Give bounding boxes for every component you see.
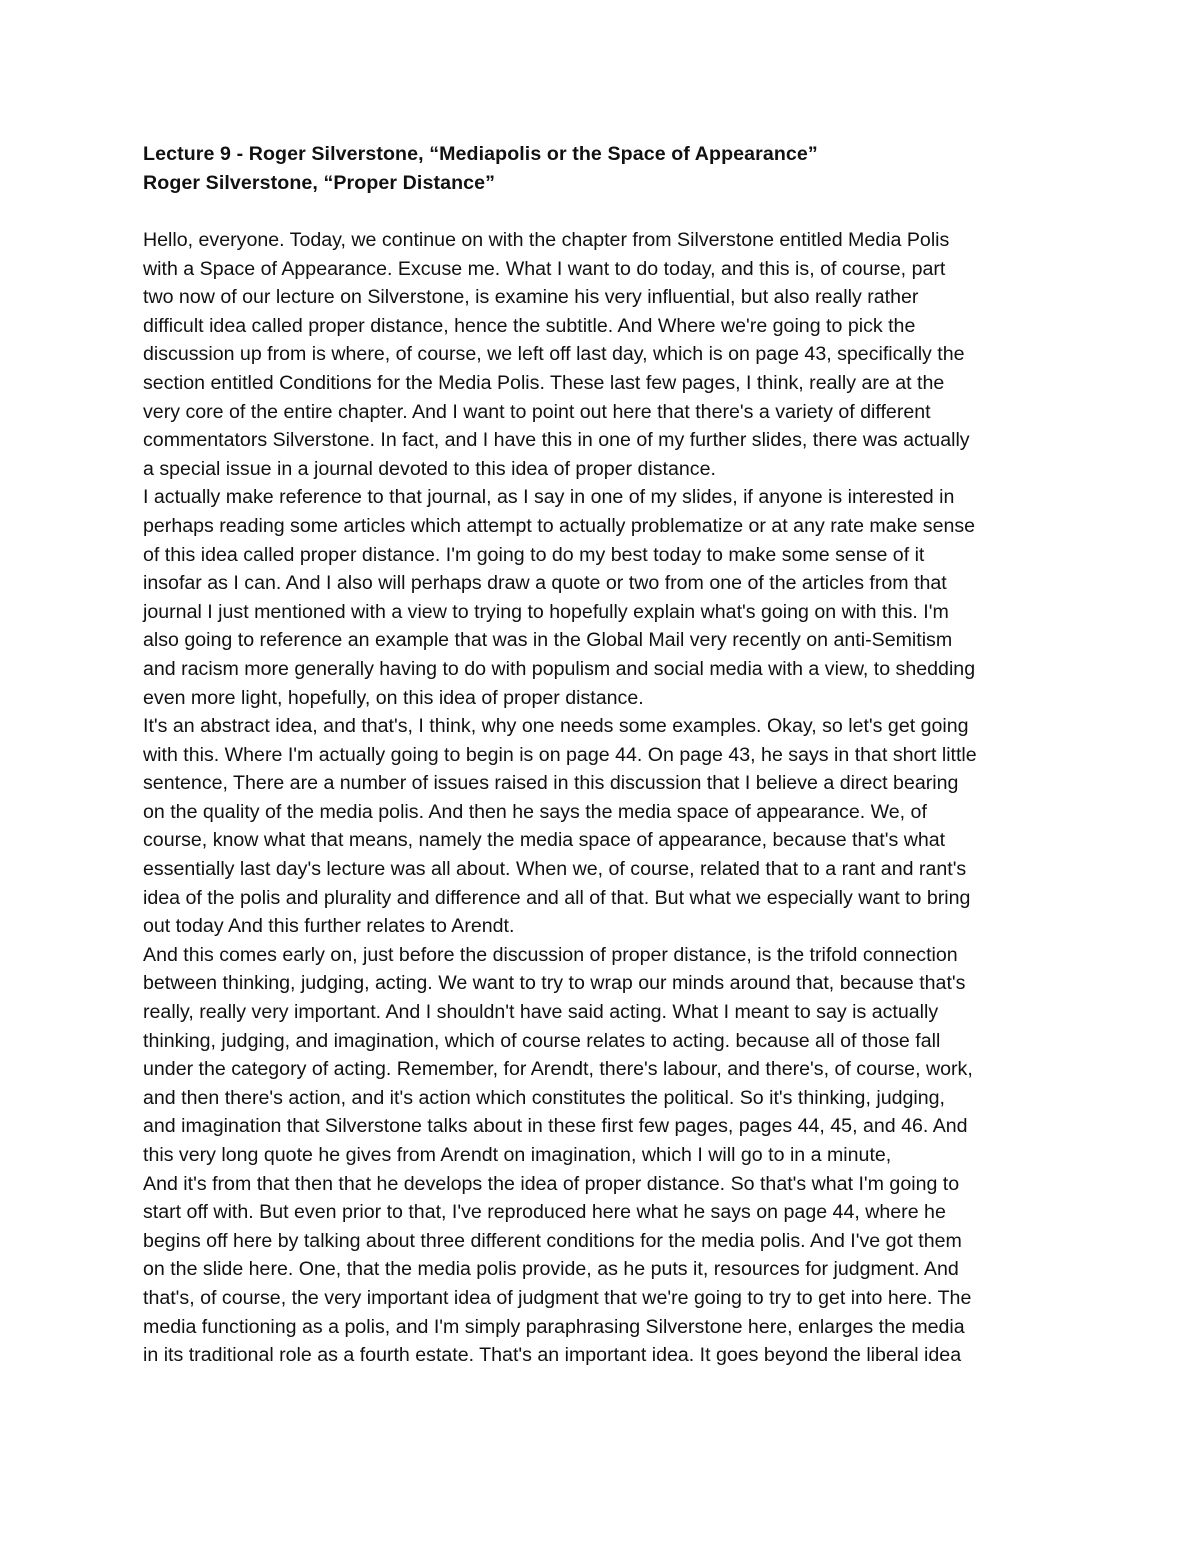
text-line: and racism more generally having to do with populism and social media with a view, to shedding [143,657,976,680]
text-line: on the slide here. One, that the media polis provide, as he puts it, resources for judgment. And [143,1258,959,1281]
text-line: section entitled Conditions for the Media Polis. These last few pages, I think, really are at the [143,371,945,394]
text-line: and imagination that Silverstone talks about in these first few pages, pages 44, 45, and 46. And [143,1115,968,1138]
text-line: out today And this further relates to Arendt. [143,915,515,938]
text-line: I actually make reference to that journal, as I say in one of my slides, if anyone is interested in [143,486,955,509]
text-line: under the category of acting. Remember, for Arendt, there's labour, and there's, of course, work, [143,1058,973,1081]
text-line: difficult idea called proper distance, hence the subtitle. And Where we're going to pick the [143,314,916,337]
text-line: between thinking, judging, acting. We want to try to wrap our minds around that, because that's [143,972,966,995]
text-line: Hello, everyone. Today, we continue on with the chapter from Silverstone entitled Media Polis [143,229,950,251]
text-line: And this comes early on, just before the discussion of proper distance, is the trifold connection [143,943,958,966]
text-line: with a Space of Appearance. Excuse me. What I want to do today, and this is, of course, part [143,257,946,280]
text-line: sentence, There are a number of issues raised in this discussion that I believe a direct bearing [143,772,959,795]
text-line: a special issue in a journal devoted to this idea of proper distance. [143,457,716,480]
text-line: commentators Silverstone. In fact, and I have this in one of my further slides, there was actually [143,429,970,452]
text-line: perhaps reading some articles which attempt to actually problematize or at any rate make sense [143,514,976,537]
text-line: on the quality of the media polis. And then he says the media space of appearance. We, of [143,800,927,823]
text-line: that's, of course, the very important idea of judgment that we're going to try to get into here. The [143,1286,972,1309]
text-line: with this. Where I'm actually going to begin is on page 44. On page 43, he says in that short little [143,743,977,766]
document-page [143,140,1063,1370]
text-line: It's an abstract idea, and that's, I think, why one needs some examples. Okay, so let's get going [143,715,969,738]
text-line: start off with. But even prior to that, I've reproduced here what he says on page 44, where he [143,1201,946,1224]
text-line: journal I just mentioned with a view to trying to hopefully explain what's going on with this. I'm [143,600,949,623]
text-line: begins off here by talking about three different conditions for the media polis. And I've got them [143,1229,962,1252]
text-line: two now of our lecture on Silverstone, is examine his very influential, but also really rather [143,286,919,309]
text-line: And it's from that then that he develops the idea of proper distance. So that's what I'm going to [143,1172,960,1195]
text-line: very core of the entire chapter. And I want to point out here that there's a variety of different [143,400,931,423]
text-line: in its traditional role as a fourth estate. That's an important idea. It goes beyond the liberal idea [143,1344,962,1367]
text-line: discussion up from is where, of course, we left off last day, which is on page 43, specifically the [143,343,965,366]
text-line: thinking, judging, and imagination, which of course relates to acting. because all of those fall [143,1029,941,1052]
text-line: and then there's action, and it's action which constitutes the political. So it's thinking, judging, [143,1086,945,1109]
text-line: also going to reference an example that was in the Global Mail very recently on anti-Semitism [143,629,953,652]
text-line: essentially last day's lecture was all about. When we, of course, related that to a rant and rant's [143,858,967,881]
text-line: course, know what that means, namely the media space of appearance, because that's what [143,829,946,852]
lecture-transcript [143,226,1063,1370]
text-line: of this idea called proper distance. I'm going to do my best today to make some sense of it [143,543,925,566]
text-line: even more light, hopefully, on this idea of proper distance. [143,686,644,709]
text-line: this very long quote he gives from Arendt on imagination, which I will go to in a minute, [143,1144,892,1166]
text-line: media functioning as a polis, and I'm simply paraphrasing Silverstone here, enlarges the media [143,1315,965,1338]
document-title: Lecture 9 - Roger Silverstone, “Mediapolis or the Space of Appearance” [143,143,818,165]
text-line: insofar as I can. And I also will perhaps draw a quote or two from one of the articles from that [143,572,947,595]
text-line: really, really very important. And I shouldn't have said acting. What I meant to say is actually [143,1001,939,1024]
text-line: idea of the polis and plurality and difference and all of that. But what we especially want to bring [143,886,971,909]
document-subtitle: Roger Silverstone, “Proper Distance” [143,172,496,194]
